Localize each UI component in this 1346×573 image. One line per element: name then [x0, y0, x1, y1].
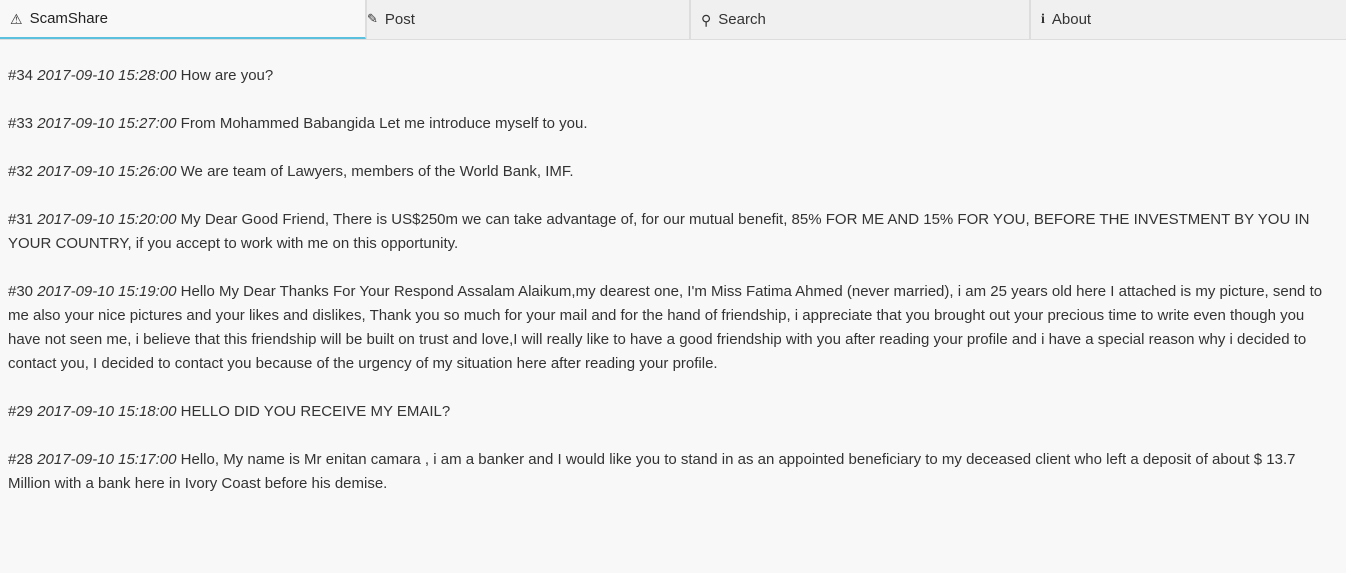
nav-tab-scamshare[interactable]	[0, 0, 366, 39]
post-gap	[8, 256, 1338, 280]
post-timestamp: 2017-09-10 15:26:00	[37, 163, 177, 180]
post-id: #31	[8, 211, 34, 228]
list-item	[8, 160, 1338, 184]
post-gap	[8, 424, 1338, 448]
post-timestamp: 2017-09-10 15:19:00	[37, 283, 177, 300]
post-timestamp: 2017-09-10 15:27:00	[37, 115, 177, 132]
nav-tab-label-post: Post	[384, 10, 415, 28]
list-item	[8, 280, 1338, 376]
nav-tab-label-scamshare: ScamShare	[29, 10, 108, 27]
post-text: Hello My Dear Thanks For Your Respond Assalam Alaikum,my dearest one, I'm Miss Fatima Ahmed (never married), i am 25 years old here I attached is my picture, send to me also your nice pictures and your likes and dislikes, Thank you so much for your mail and for the hand of friendship, i appreciate that you brought out your precious time to write even though you have not seen me, i believe that this friendship will be built on trust and love,I will really like to have a good friendship with you after reading your profile and i have a special reason why i decided to contact you, I decided to contact you because of the urgency of my situation here after reading your profile.	[8, 283, 1323, 372]
list-item	[8, 448, 1338, 496]
list-item	[8, 64, 1338, 88]
post-text: My Dear Good Friend, There is US$250m we can take advantage of, for our mutual benefit, 85% FOR ME AND 15% FOR YOU, BEFORE THE INVESTMENT BY YOU IN YOUR COUNTRY, if you accept to work with me on this opportunity.	[8, 211, 1310, 252]
nav-tab-label-about: About	[1051, 11, 1092, 28]
list-item	[8, 208, 1338, 256]
post-gap	[8, 184, 1338, 208]
post-text: HELLO DID YOU RECEIVE MY EMAIL?	[180, 403, 451, 420]
post-timestamp: 2017-09-10 15:17:00	[37, 451, 177, 468]
post-id: #32	[8, 163, 34, 180]
post-timestamp: 2017-09-10 15:20:00	[37, 211, 177, 228]
nav-tab-search[interactable]	[690, 0, 1030, 39]
post-id: #29	[8, 403, 34, 420]
post-id: #28	[8, 451, 34, 468]
post-timestamp: 2017-09-10 15:18:00	[37, 403, 177, 420]
list-item	[8, 112, 1338, 136]
post-text: Hello, My name is Mr enitan camara , i am a banker and I would like you to stand in as an appointed beneficiary to my deceased client who left a deposit of about $ 13.7 Million with a bank here in Ivory Coast before his demise.	[8, 451, 1296, 492]
magnifier-icon: ⚲	[701, 11, 712, 28]
nav-tab-label-search: Search	[718, 11, 766, 28]
post-text: How are you?	[180, 67, 274, 84]
post-id: #30	[8, 283, 34, 300]
nav-tab-about[interactable]	[1030, 0, 1346, 39]
post-timestamp: 2017-09-10 15:28:00	[37, 67, 177, 84]
pencil-icon: ✎	[367, 11, 378, 26]
post-id: #34	[8, 67, 34, 84]
nav-tab-post[interactable]	[366, 0, 690, 39]
post-gap	[8, 376, 1338, 400]
post-gap	[8, 88, 1338, 112]
list-top-spacer	[8, 40, 1338, 64]
post-text: We are team of Lawyers, members of the World Bank, IMF.	[180, 163, 574, 180]
warning-triangle-icon: ⚠	[10, 10, 23, 27]
post-id: #33	[8, 115, 34, 132]
list-item	[8, 400, 1338, 424]
info-icon: i	[1041, 11, 1045, 27]
main-navbar	[0, 0, 1346, 40]
post-text: From Mohammed Babangida Let me introduce myself to you.	[180, 115, 588, 132]
post-gap	[8, 136, 1338, 160]
post-list	[0, 40, 1346, 496]
